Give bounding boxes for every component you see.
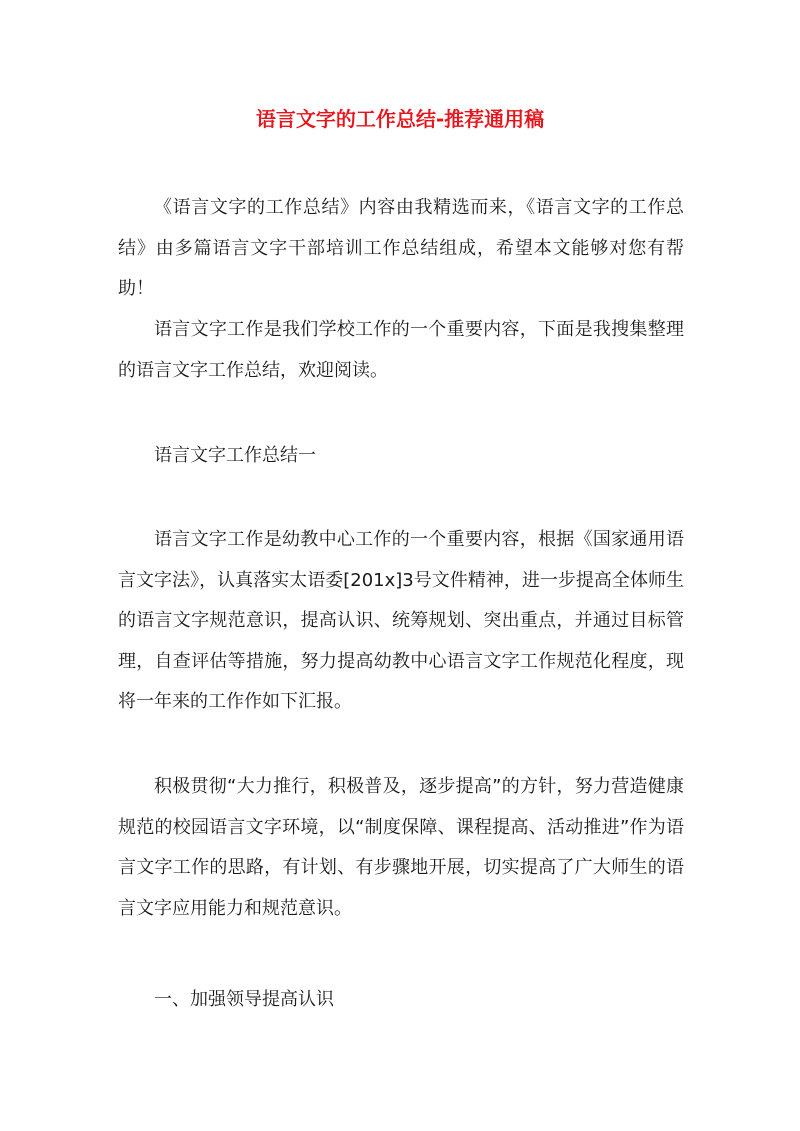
intro-paragraph-2: 语言文字工作是我们学校工作的一个重要内容，下面是我搜集整理的语言文字工作总结，欢迎阅读。 [118,319,684,381]
section-title: 语言文字工作总结一 [154,445,316,466]
body-paragraph-2: 积极贯彻“大力推行，积极普及，逐步提高”的方针，努力营造健康规范的校园语言文字环境，以“制度保障、课程提高、活动推进”作为语言文字工作的思路，有计划、有步骤地开展，切实提高了广大师生的语言文字应用能力和规范意识。 [118,776,684,919]
document-title: 语言文字的工作总结-推荐通用稿 [255,107,545,131]
body-paragraph-1: 语言文字工作是幼教中心工作的一个重要内容，根据《国家通用语言文字法》，认真落实太语委[201x]3号文件精神，进一步提高全体师生的语言文字规范意识，提高认识、统筹规划、突出重点，并通过目标管理，自查评估等措施，努力提高幼教中心语言文字工作规范化程度，现将一年来的工作作如下汇报。 [118,529,684,713]
subheading: 一、加强领导提高认识 [154,989,334,1010]
intro-paragraph-1: 《语言文字的工作总结》内容由我精选而来，《语言文字的工作总结》由多篇语言文字干部培训工作总结组成，希望本文能够对您有帮助！ [118,197,684,300]
